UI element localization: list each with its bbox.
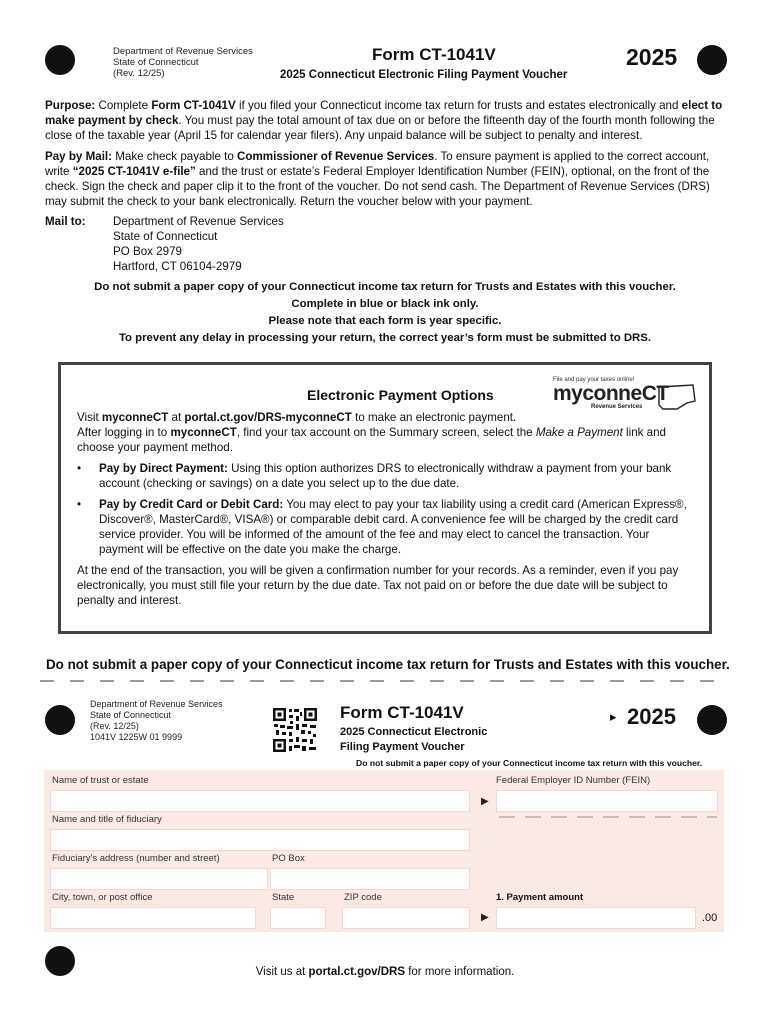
fiduciary-field[interactable] — [50, 829, 470, 851]
voucher-notice: Do not submit a paper copy of your Connecticut income tax return with this voucher. — [356, 758, 703, 768]
agency-line: State of Connecticut — [113, 57, 199, 68]
purpose-text: if you filed your Connecticut income tax return for trusts and estates electronically and — [235, 99, 682, 112]
logo-wordmark: myconneCT — [553, 382, 669, 405]
footer-text: for more information. — [405, 966, 515, 978]
form-subtitle: 2025 Connecticut Electronic Filing Payment Voucher — [280, 69, 568, 81]
voucher-agency-block — [90, 699, 223, 743]
bullet-text: Using this option authorizes DRS to electronically withdraw a payment from your bank account (checking or savings) on a date you select up to the due date. — [99, 462, 672, 490]
fein-field[interactable] — [496, 790, 718, 812]
mail-text: Make check payable to — [112, 150, 238, 163]
purpose-form-name: Form CT-1041V — [151, 99, 236, 112]
registration-mark-top-right — [697, 45, 727, 75]
year-arrow-icon: ▸ — [610, 709, 617, 724]
voucher-form-title: Form CT-1041V — [340, 703, 464, 722]
state-field[interactable] — [270, 907, 326, 929]
name-of-trust-label: Name of trust or estate — [52, 775, 149, 786]
important-notes — [40, 279, 730, 347]
address-line: Hartford, CT 06104-2979 — [113, 260, 242, 273]
bullet-icon: • — [77, 462, 82, 475]
purpose-paragraph — [45, 98, 725, 143]
city-field[interactable] — [50, 907, 256, 929]
direct-payment-bullet — [77, 461, 697, 491]
text: Visit — [77, 411, 102, 424]
epo-title: Electronic Payment Options — [307, 387, 494, 403]
bullet-icon: • — [77, 498, 82, 511]
cut-notice: Do not submit a paper copy of your Connecticut income tax return for Trusts and Estates with this voucher. — [46, 657, 730, 672]
epo-login-instructions — [77, 425, 697, 455]
address-label: Fiduciary's address (number and street) — [52, 853, 220, 864]
text: to make an electronic payment. — [351, 411, 517, 424]
purpose-label: Purpose: — [45, 99, 96, 112]
myconnect-name: myconneCT — [170, 426, 237, 439]
myconnect-name: myconneCT — [101, 411, 169, 424]
payee-name: Commissioner of Revenue Services — [237, 150, 435, 163]
address-line: Department of Revenue Services — [113, 215, 284, 228]
form-title: Form CT-1041V — [372, 45, 496, 64]
connecticut-outline-icon — [657, 383, 697, 411]
bullet-label: Pay by Direct Payment: — [99, 462, 228, 475]
logo-tagline: File and pay your taxes online! — [553, 377, 635, 383]
logo-subtitle: Revenue Services — [591, 404, 643, 410]
address-field[interactable] — [50, 868, 268, 890]
agency-line: (Rev. 12/25) — [90, 721, 139, 731]
mailing-address — [113, 214, 284, 274]
form-year: 2025 — [626, 44, 678, 70]
purpose-emphasis: elect to make payment by check — [45, 99, 723, 127]
fein-label: Federal Employer ID Number (FEIN) — [496, 775, 651, 786]
agency-line: (Rev. 12/25) — [113, 68, 165, 79]
bullet-text: You may elect to pay your tax liability using a credit card (American Express®, Discover®, MasterCard®, VISA®) or comparable debit card. A convenience fee will be charged by the credit card service provider. You will be informed of the amount of the fee and may elect to cancel the transaction. Your payment will be effective on the date you make the charge. — [99, 498, 687, 556]
cut-line — [40, 680, 730, 682]
voucher-year: 2025 — [627, 704, 676, 729]
voucher-subtitle — [340, 725, 487, 755]
text: , find your tax account on the Summary screen, select the — [236, 426, 536, 439]
text: at — [168, 411, 185, 424]
cents-suffix: .00 — [702, 912, 718, 924]
registration-mark-voucher-right — [697, 705, 727, 735]
mail-to-label: Mail to: — [45, 215, 86, 228]
agency-line: Department of Revenue Services — [90, 699, 223, 709]
epo-closing: At the end of the transaction, you will be given a confirmation number for your records. As a reminder, even if you pay electronically, you must still file your return by the due date. Tax not paid on or before the due date will be subject to penalty and interest. — [77, 564, 679, 607]
purpose-text: . You must pay the total amount of tax due on or before the fifteenth day of the fourth month following the close of the taxable year (April 15 for calendar year filers). Any unpaid balance will be subject to penalty and interest. — [45, 114, 715, 142]
agency-block — [113, 46, 253, 79]
note-line: Complete in blue or black ink only. — [291, 298, 479, 310]
check-memo-text: “2025 CT-1041V e-file” — [72, 165, 196, 178]
footer — [0, 966, 770, 978]
address-line: State of Connecticut — [113, 230, 218, 243]
po-box-label: PO Box — [272, 853, 305, 864]
mail-text: . To ensure payment is applied to the correct account, write — [45, 150, 710, 178]
note-line: Do not submit a paper copy of your Connecticut income tax return for Trusts and Estates with this voucher. — [94, 281, 676, 293]
note-line: Please note that each form is year specific. — [268, 315, 502, 327]
pay-by-mail-label: Pay by Mail: — [45, 150, 113, 163]
qr-code-icon — [272, 707, 318, 753]
subtitle-line: 2025 Connecticut Electronic — [340, 726, 488, 738]
address-line: PO Box 2979 — [113, 245, 182, 258]
payment-amount-label: 1. Payment amount — [496, 892, 584, 903]
epo-visit-line — [77, 410, 697, 425]
payment-amount-field[interactable] — [496, 907, 696, 929]
zip-field[interactable] — [342, 907, 470, 929]
city-label: City, town, or post office — [52, 892, 153, 903]
po-box-field[interactable] — [270, 868, 470, 890]
footer-text: Visit us at — [255, 966, 309, 978]
fein-digit-guides — [499, 816, 717, 818]
mail-text: and the trust or estate’s Federal Employer Identification Number (FEIN), optional, on the front of the check. Sign the check and paper clip it to the front of the voucher. Do not send cash. The Department of Revenue Services (DRS) may submit the check to your bank electronically. Return the voucher below with your payment. — [45, 165, 710, 208]
name-of-trust-field[interactable] — [50, 790, 470, 812]
zip-label: ZIP code — [344, 892, 382, 903]
text: After logging in to — [77, 426, 171, 439]
registration-mark-top-left — [45, 45, 75, 75]
purpose-text: Complete — [95, 99, 152, 112]
drs-portal-link[interactable]: portal.ct.gov/DRS — [308, 966, 406, 978]
state-label: State — [272, 892, 295, 903]
agency-line: State of Connecticut — [90, 710, 172, 720]
arrow-icon: ▶ — [481, 796, 489, 807]
fiduciary-label: Name and title of fiduciary — [52, 814, 162, 825]
registration-mark-voucher-left — [45, 705, 75, 735]
agency-line: Department of Revenue Services — [113, 46, 253, 57]
form-code: 1041V 1225W 01 9999 — [90, 732, 183, 742]
myconnect-url-link[interactable]: portal.ct.gov/DRS-myconneCT — [184, 411, 352, 424]
bullet-label: Pay by Credit Card or Debit Card: — [99, 498, 284, 511]
electronic-payment-options-box — [58, 362, 712, 634]
voucher-form — [44, 770, 724, 932]
make-payment-link-text: Make a Payment — [535, 426, 623, 439]
note-line: To prevent any delay in processing your return, the correct year’s form must be submitted to DRS. — [118, 332, 652, 344]
subtitle-line: Filing Payment Voucher — [340, 741, 465, 753]
text: link and choose your payment method. — [77, 426, 667, 454]
card-payment-bullet — [77, 497, 697, 557]
arrow-icon: ▶ — [481, 912, 489, 923]
pay-by-mail-paragraph — [45, 149, 725, 209]
epo-content — [77, 410, 697, 608]
